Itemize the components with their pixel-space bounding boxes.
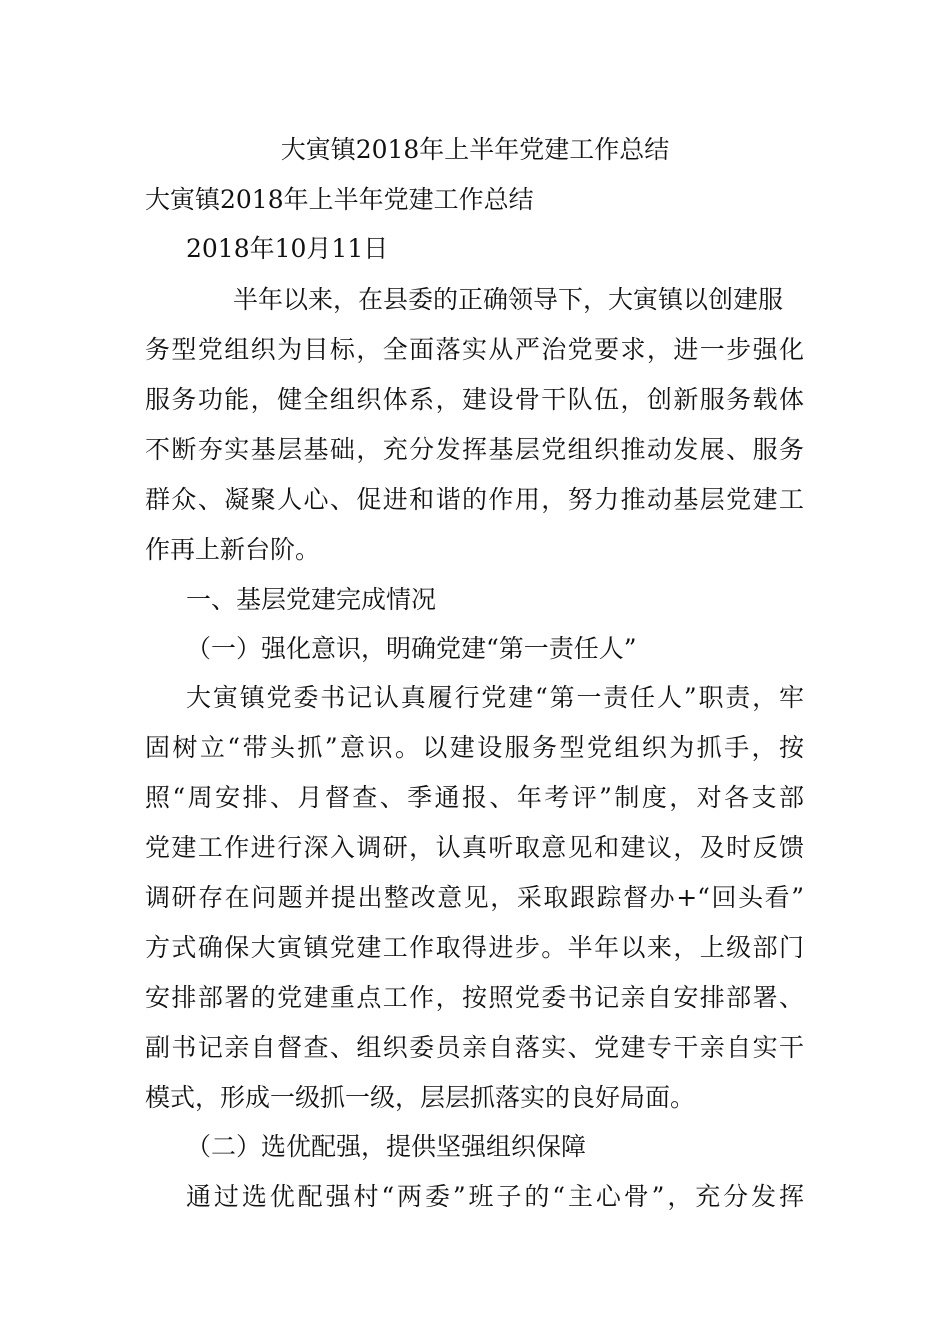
body-line: 通过选优配强村“两委”班子的“主心骨”，充分发挥 [186, 1182, 804, 1211]
intro-line: 服务功能，健全组织体系，建设骨干队伍，创新服务载体 [145, 385, 804, 414]
intro-line: 不断夯实基层基础，充分发挥基层党组织推动发展、服务 [145, 435, 804, 464]
body-line: 模式，形成一级抓一级，层层抓落实的良好局面。 [145, 1083, 696, 1112]
document-title: 大寅镇2018年上半年党建工作总结 [280, 135, 670, 164]
body-line: 固树立“带头抓”意识。以建设服务型党组织为抓手，按 [145, 733, 804, 762]
subsection-heading: （一）强化意识，明确党建“第一责任人” [186, 634, 637, 663]
section-heading: 一、基层党建完成情况 [186, 585, 437, 614]
intro-line: 群众、凝聚人心、促进和谐的作用，努力推动基层党建工 [145, 485, 804, 514]
intro-line: 作再上新台阶。 [145, 535, 321, 564]
document-subtitle: 大寅镇2018年上半年党建工作总结 [145, 185, 534, 214]
intro-line: 务型党组织为目标，全面落实从严治党要求，进一步强化 [145, 335, 804, 364]
subsection-heading: （二）选优配强，提供坚强组织保障 [186, 1132, 587, 1161]
body-line: 安排部署的党建重点工作，按照党委书记亲自安排部署、 [145, 983, 804, 1012]
body-line: 方式确保大寅镇党建工作取得进步。半年以来，上级部门 [145, 933, 804, 962]
intro-line: 半年以来，在县委的正确领导下，大寅镇以创建服 [233, 285, 784, 314]
body-line: 副书记亲自督查、组织委员亲自落实、党建专干亲自实干 [145, 1033, 804, 1062]
body-line: 照“周安排、月督查、季通报、年考评”制度，对各支部 [145, 783, 804, 812]
body-line: 调研存在问题并提出整改意见，采取跟踪督办+“回头看” [145, 883, 804, 912]
document-date: 2018年10月11日 [186, 234, 389, 263]
body-line: 大寅镇党委书记认真履行党建“第一责任人”职责，牢 [186, 683, 804, 712]
body-line: 党建工作进行深入调研，认真听取意见和建议，及时反馈 [145, 833, 804, 862]
